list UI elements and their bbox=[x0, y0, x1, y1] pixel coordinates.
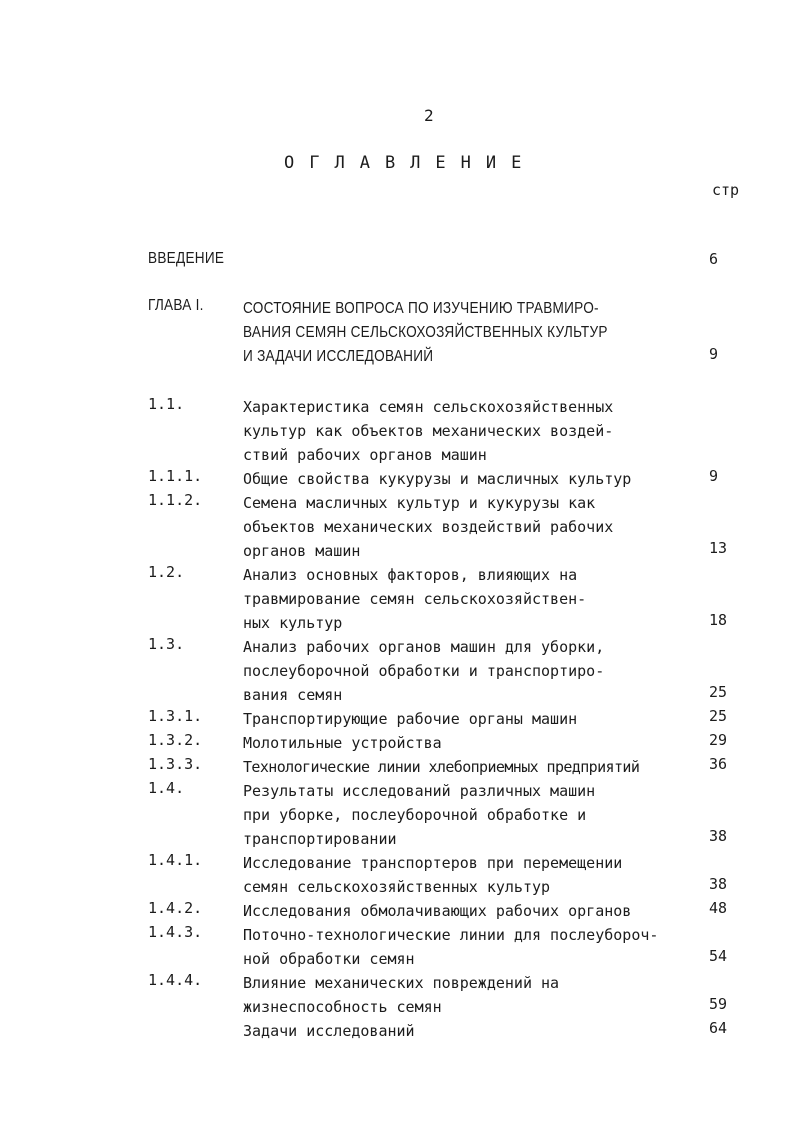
toc-entry-page: 54 bbox=[709, 947, 728, 965]
toc-entry-number: 1.4.2. bbox=[148, 899, 203, 917]
page-title: ОГЛАВЛЕНИЕ bbox=[284, 153, 537, 173]
toc-entry-number: 1.4.4. bbox=[148, 971, 203, 989]
toc-entry-page: 13 bbox=[709, 539, 728, 557]
toc-entry-number: ГЛАВА I. bbox=[148, 297, 204, 314]
toc-entry-number: 1.1. bbox=[148, 395, 185, 413]
toc-entry-page: 6 bbox=[709, 250, 719, 268]
toc-entry-text: Исследования обмолачивающих рабочих органов bbox=[243, 902, 632, 920]
toc-entry-number: 1.1.1. bbox=[148, 467, 203, 485]
toc-entry-number: 1.4.1. bbox=[148, 851, 203, 869]
page-column-label: стр bbox=[712, 181, 740, 199]
toc-entry-text: СОСТОЯНИЕ ВОПРОСА ПО ИЗУЧЕНИЮ ТРАВМИРО- ВАНИЯ СЕМЯН СЕЛЬСКОХОЗЯЙСТВЕННЫХ КУЛЬТУР И ЗАДАЧИ ИССЛЕДОВАНИЙ bbox=[243, 300, 608, 365]
toc-entry-page: 64 bbox=[709, 1019, 728, 1037]
toc-entry-page: 38 bbox=[709, 875, 728, 893]
toc-entry-number: 1.4.3. bbox=[148, 923, 203, 941]
toc-entry-page: 38 bbox=[709, 827, 728, 845]
toc-entry-page: 9 bbox=[709, 345, 719, 363]
toc-entry-number: 1.2. bbox=[148, 563, 185, 581]
toc-entry-page: 36 bbox=[709, 755, 728, 773]
toc-entry-number: 1.3.2. bbox=[148, 731, 203, 749]
toc-entry-text: Общие свойства кукурузы и масличных культур bbox=[243, 470, 632, 488]
toc-entry-text: Анализ основных факторов, влияющих на травмирование семян сельскохозяйствен- ных культур bbox=[243, 566, 587, 632]
toc-entry-text: Молотильные устройства bbox=[243, 734, 442, 752]
toc-entry-text: Транспортирующие рабочие органы машин bbox=[243, 710, 578, 728]
toc-entry-page: 25 bbox=[709, 683, 728, 701]
toc-entry-page: 59 bbox=[709, 995, 728, 1013]
toc-entry-page: 25 bbox=[709, 707, 728, 725]
toc-entry-page: 48 bbox=[709, 899, 728, 917]
toc-entry-number: ВВЕДЕНИЕ bbox=[148, 250, 225, 267]
toc-entry-number: 1.3. bbox=[148, 635, 185, 653]
toc-entry-text: Характеристика семян сельскохозяйственных культур как объектов механических воздей- ствий рабочих органов машин bbox=[243, 398, 614, 464]
toc-entry-page: 9 bbox=[709, 467, 719, 485]
toc-entry-text: Влияние механических повреждений на жизнеспособность семян bbox=[243, 974, 560, 1016]
toc-entry-page: 29 bbox=[709, 731, 728, 749]
toc-entry-text: Задачи исследований bbox=[243, 1022, 415, 1040]
toc-entry-text: Исследование транспортеров при перемещении семян сельскохозяйственных культур bbox=[243, 854, 623, 896]
toc-entry-number: 1.1.2. bbox=[148, 491, 203, 509]
toc-entry-text: Результаты исследований различных машин при уборке, послеуборочной обработке и транспортировании bbox=[243, 782, 596, 848]
toc-entry-text: Семена масличных культур и кукурузы как объектов механических воздействий рабочих органов машин bbox=[243, 494, 614, 560]
toc-entry-text: Технологические линии хлебоприемных предприятий bbox=[243, 758, 640, 776]
toc-entry-number: 1.3.3. bbox=[148, 755, 203, 773]
toc-entry-number: 1.4. bbox=[148, 779, 185, 797]
toc-entry-text: Анализ рабочих органов машин для уборки, послеуборочной обработки и транспортиро- вания семян bbox=[243, 638, 605, 704]
page-number: 2 bbox=[424, 106, 434, 125]
toc-entry-page: 18 bbox=[709, 611, 728, 629]
toc-entry-number: 1.3.1. bbox=[148, 707, 203, 725]
toc-entry-text: Поточно-технологические линии для послеубороч- ной обработки семян bbox=[243, 926, 659, 968]
